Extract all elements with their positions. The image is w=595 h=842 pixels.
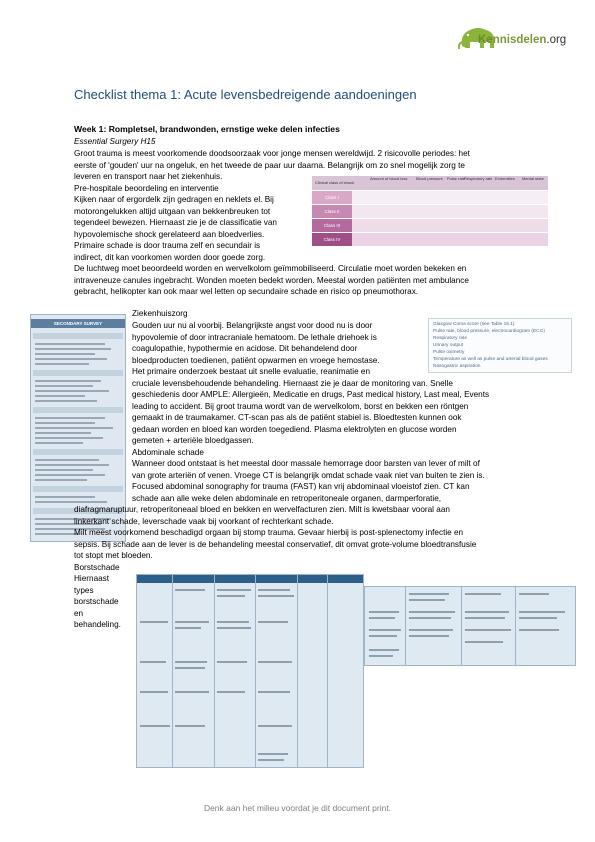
kennisdelen-logo (456, 20, 576, 60)
intro-line: Groot trauma is meest voorkomende doodsoorzaak voor jonge mensen wereldwijd. 2 risicovolle periodes: het (74, 149, 470, 158)
list-item: Pulse rate, blood pressure, electrocardiogram (ECG) (433, 329, 545, 334)
row-label: Class III (312, 219, 352, 232)
side-text: Hiernaast (74, 574, 110, 583)
monitoring-list (428, 318, 572, 373)
footer-note: Denk aan het milieu voordat je dit document print. (203, 803, 392, 813)
text-line: gemeten + arteriële bloedgassen. (132, 436, 254, 445)
text-line: bloedproducten toedienen, patiënt opwarmen en vroege hemostase. (132, 355, 380, 365)
side-text: Borstschade (74, 562, 120, 572)
text-line: linkerkant schade, leverschade vaak bij voorkant of rechterkant schade. (74, 516, 334, 526)
shock-classification-table (312, 176, 548, 248)
list-item: Pulse oximetry (433, 350, 465, 355)
text-line: Focused abdominal sonography for trauma (FAST) kan vrij abdominaal vloeistof zien. CT kan (132, 482, 470, 491)
section-heading-abdominal: Abdominale schade (132, 447, 204, 457)
text-line: Het primaire onderzoek bestaat uit snelle evaluatie, reanimatie en (132, 367, 371, 376)
text-line: gedaan worden en bloed kan worden toegediend. Plasma elektrolyten en glucose worden (132, 424, 457, 434)
text-line: Primaire schade is door trauma zelf en secundair is (74, 241, 261, 250)
table-header: Pulse rate (447, 176, 466, 181)
text-line: tegendeel bewezen. Hiernaast zie je de classificatie van (74, 218, 277, 227)
chest-injury-table (136, 574, 364, 768)
text-line: Kijken naar of ergordelk zijn gedragen en neklets el. Bij (74, 195, 274, 204)
chest-injury-table-2 (364, 586, 576, 666)
table-row (312, 191, 548, 204)
text-line: coagulopathie, hypothermie en acidose. Dit behandelend door (132, 344, 358, 353)
side-text: behandeling. (74, 620, 121, 629)
list-item: Urinary output (433, 343, 464, 348)
text-line: gemaakt in de traumakamer. CT-scan pas als de patiënt stabiel is. Bloedtesten kunnen ook (132, 413, 462, 422)
table-header: Respiratory rate (464, 176, 493, 181)
table-header: Clinical class of shock (315, 180, 355, 185)
source-label: Essential Surgery H15 (74, 137, 156, 146)
text-line: indirect, dit kan voorkomen worden door goede zorg. (74, 252, 266, 262)
text-line: motorongelukken altijd uitgaan van bekkenbreuken tot (74, 206, 271, 216)
row-label: Class II (312, 205, 352, 218)
row-label: Class IV (312, 233, 352, 246)
text-line: diafragmaruptuur, retroperitoneaal bloed en bekken en wervelfacturen zien. Milt is kwetsbaar vooral aan (74, 505, 450, 514)
table-row (312, 219, 548, 232)
text-line: leading to accident. Bij groot trauma wordt van de wervelkolom, borst en bekken een röntgen (132, 401, 469, 411)
logo-text: Kennisdelen.org (478, 34, 567, 46)
list-item: Respiratory rate (433, 336, 468, 341)
list-item: Glasgow Coma score (see Table 15.1) (433, 322, 515, 327)
side-text: en (74, 608, 84, 618)
text-line: hypovolemische shock gerelateerd aan bloedverlies. (74, 229, 265, 239)
intro-line: leveren en transport naar het ziekenhuis. (74, 172, 223, 181)
list-item: Temperature as well as pulse and arterial blood gases (433, 357, 548, 362)
text-line: tot stopt met bloeden. (74, 551, 153, 560)
text-line: hypovolemie of door intracraniale hematoom. De lethale driehoek is (132, 332, 377, 342)
side-text: borstschade (74, 597, 119, 606)
text-line: intraveneuze canules ingebracht. Wonden moeten bedekt worden. Meestal worden patiënten met ambulance (74, 275, 469, 285)
text-line: De luchtweg moet beoordeeld worden en wervelkolom geïmmobiliseerd. Circulatie moet worden bekeken en (74, 264, 467, 273)
intro-line: eerste of 'gouden' uur na ongeluk, en het tweede de paar uur daarna. Belangrijk om zo snel mogelijk zorg te (74, 160, 465, 170)
survey-title: SECONDARY SURVEY (31, 319, 125, 328)
text-line: Wanneer dood ontstaat is het meestal door massale hemorrage door barsten van lever of milt of (132, 459, 480, 468)
text-line: geschiedenis door AMPLE: Allergieën, Medicatie en drugs, Past medical history, Last meal, Events (132, 390, 490, 399)
page-title: Checklist thema 1: Acute levensbedreigende aandoeningen (74, 87, 417, 102)
table-header: Mental state (522, 176, 544, 181)
week-heading: Week 1: Rompletsel, brandwonden, ernstige weke delen infecties (74, 124, 340, 134)
text-line: cruciale levensbehoudende behandeling. Hiernaast zie je daar de monitoring van. Snelle (132, 378, 453, 388)
section-heading-hospital: Ziekenhuiszorg (132, 309, 188, 318)
table-row (312, 205, 548, 218)
text-line: van grote arteriën of venen. Vroege CT is belangrijk omdat schade vaak niet van buiten te zien is. (132, 470, 485, 480)
side-text: types (74, 585, 94, 595)
table-header: Extremities (495, 176, 515, 181)
text-line: sepsis. Bij schade aan de lever is de behandeling meestal conservatief, dit omvat grote-volume bloedtransfusie (74, 539, 477, 549)
list-item: Nasogastric aspiration (433, 364, 481, 369)
text-line: Milt meest voorkomend beschadigd orgaan bij stomp trauma. Gevaar hierbij is post-splenectomy infectie en (74, 528, 464, 537)
table-header: Blood pressure (416, 176, 443, 181)
table-header: Amount of blood loss (370, 176, 408, 181)
text-line: Gouden uur nu al voorbij. Belangrijkste angst voor dood nu is door (132, 321, 373, 330)
table-row (312, 233, 548, 246)
section-heading-prehospital: Pre-hospitale beoordeling en interventie (74, 183, 219, 193)
text-line: gebracht, helikopter kan ook maar wel letten op secundaire schade en risico op pneumothorax. (74, 287, 419, 296)
row-label: Class I (312, 191, 352, 204)
text-line: schade aan alle weke delen abdominale en retroperitoneale organen, darmperforatie, (132, 493, 442, 503)
